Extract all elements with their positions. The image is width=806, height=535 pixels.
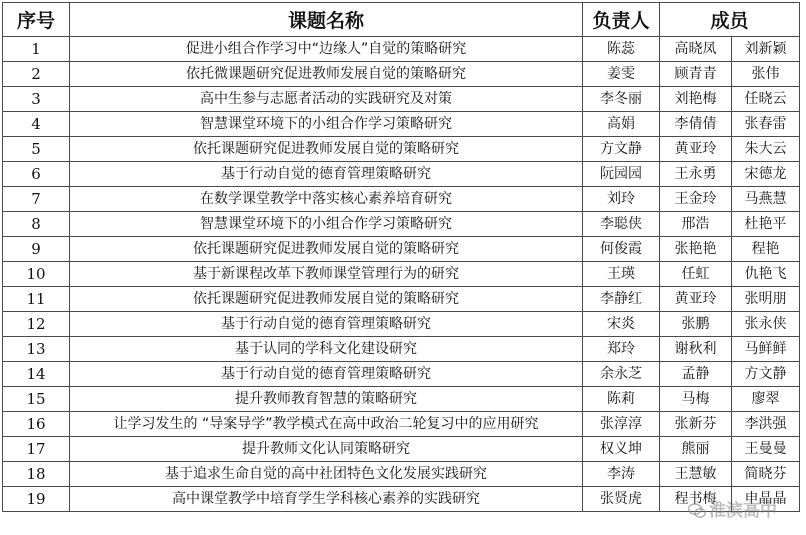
watermark-text: 淮滨高中 [709,501,777,521]
cell-member-1[interactable]: 顾青青 [660,62,732,87]
cell-member-1[interactable]: 刘艳梅 [660,87,732,112]
cell-topic[interactable]: 依托微课题研究促进教师发展自觉的策略研究 [70,62,583,87]
cell-num[interactable]: 19 [3,487,70,512]
cell-num[interactable]: 13 [3,337,70,362]
cell-member-1[interactable]: 李倩倩 [660,112,732,137]
cell-lead[interactable]: 郑玲 [583,337,660,362]
cell-member-1[interactable]: 邢浩 [660,212,732,237]
cell-num[interactable]: 3 [3,87,70,112]
table-row [3,87,800,112]
table-row [3,487,800,512]
cell-member-1[interactable]: 谢秋利 [660,337,732,362]
cell-member-1[interactable]: 熊丽 [660,437,732,462]
cell-topic[interactable]: 基于行动自觉的德育管理策略研究 [70,362,583,387]
table-row [3,412,800,437]
cell-member-2[interactable]: 张春雷 [732,112,800,137]
cell-topic[interactable]: 依托课题研究促进教师发展自觉的策略研究 [70,137,583,162]
header-topic[interactable]: 课题名称 [70,3,583,37]
cell-lead[interactable]: 权义坤 [583,437,660,462]
cell-topic[interactable]: 基于行动自觉的德育管理策略研究 [70,162,583,187]
cell-member-1[interactable]: 高晓凤 [660,37,732,62]
cell-lead[interactable]: 刘玲 [583,187,660,212]
cell-member-1[interactable]: 王慧敏 [660,462,732,487]
table-row [3,262,800,287]
cell-num[interactable]: 15 [3,387,70,412]
spreadsheet [2,2,800,512]
cell-member-2[interactable]: 马燕慧 [732,187,800,212]
cell-num[interactable]: 6 [3,162,70,187]
cell-topic[interactable]: 高中生参与志愿者活动的实践研究及对策 [70,87,583,112]
cell-num[interactable]: 1 [3,37,70,62]
cell-member-1[interactable]: 任虹 [660,262,732,287]
header-members[interactable]: 成员 [660,3,800,37]
cell-member-1[interactable]: 张艳艳 [660,237,732,262]
cell-topic[interactable]: 智慧课堂环境下的小组合作学习策略研究 [70,212,583,237]
cell-topic[interactable]: 提升教师教育智慧的策略研究 [70,387,583,412]
cell-num[interactable]: 10 [3,262,70,287]
cell-num[interactable]: 9 [3,237,70,262]
cell-num[interactable]: 12 [3,312,70,337]
research-topic-table [2,2,800,512]
header-lead[interactable]: 负责人 [583,3,660,37]
cell-member-2[interactable]: 方文静 [732,362,800,387]
cell-num[interactable]: 17 [3,437,70,462]
cell-member-2[interactable]: 仇艳飞 [732,262,800,287]
cell-member-2[interactable]: 张伟 [732,62,800,87]
cell-num[interactable]: 8 [3,212,70,237]
cell-lead[interactable]: 李聪侠 [583,212,660,237]
cell-member-2[interactable]: 李洪强 [732,412,800,437]
table-row [3,112,800,137]
cell-topic[interactable]: 依托课题研究促进教师发展自觉的策略研究 [70,237,583,262]
cell-topic[interactable]: 依托课题研究促进教师发展自觉的策略研究 [70,287,583,312]
cell-num[interactable]: 18 [3,462,70,487]
cell-topic[interactable]: 高中课堂教学中培育学生学科核心素养的实践研究 [70,487,583,512]
cell-member-2[interactable]: 朱大云 [732,137,800,162]
table-row [3,237,800,262]
cell-lead[interactable]: 王瑛 [583,262,660,287]
cell-lead[interactable]: 李冬丽 [583,87,660,112]
cell-member-2[interactable]: 张永侠 [732,312,800,337]
cell-num[interactable]: 16 [3,412,70,437]
cell-member-1[interactable]: 黄亚玲 [660,137,732,162]
cell-member-1[interactable]: 孟静 [660,362,732,387]
cell-member-2[interactable]: 程艳 [732,237,800,262]
cell-num[interactable]: 5 [3,137,70,162]
cell-member-1[interactable]: 张新芬 [660,412,732,437]
table-row [3,337,800,362]
cell-member-2[interactable]: 宋德龙 [732,162,800,187]
header-row [3,3,800,37]
cell-lead[interactable]: 姜雯 [583,62,660,87]
cell-topic[interactable]: 基于追求生命自觉的高中社团特色文化发展实践研究 [70,462,583,487]
cell-lead[interactable]: 高娟 [583,112,660,137]
cell-member-2[interactable]: 简晓芬 [732,462,800,487]
cell-member-2[interactable]: 廖翠 [732,387,800,412]
table-row [3,387,800,412]
cell-lead[interactable]: 余永芝 [583,362,660,387]
table-row [3,137,800,162]
cell-num[interactable]: 4 [3,112,70,137]
cell-topic[interactable]: 让学习发生的 “导案导学”教学模式在高中政治二轮复习中的应用研究 [70,412,583,437]
cell-lead[interactable]: 宋炎 [583,312,660,337]
table-row [3,162,800,187]
table-row [3,437,800,462]
cell-member-2[interactable]: 马鲜鲜 [732,337,800,362]
table-row [3,37,800,62]
cell-member-1[interactable]: 张鹏 [660,312,732,337]
cell-num[interactable]: 11 [3,287,70,312]
table-row [3,362,800,387]
table-row [3,62,800,87]
cell-lead[interactable]: 方文静 [583,137,660,162]
table-row [3,312,800,337]
cell-member-2[interactable]: 申晶晶 [732,487,800,512]
cell-member-1[interactable]: 王金玲 [660,187,732,212]
cell-member-2[interactable]: 王曼曼 [732,437,800,462]
cell-lead[interactable]: 阮园园 [583,162,660,187]
cell-lead[interactable]: 张淳淳 [583,412,660,437]
cell-lead[interactable]: 何俊霞 [583,237,660,262]
cell-topic[interactable]: 促进小组合作学习中“边缘人”自觉的策略研究 [70,37,583,62]
cell-lead[interactable]: 陈莉 [583,387,660,412]
cell-num[interactable]: 14 [3,362,70,387]
cell-member-2[interactable]: 刘新颖 [732,37,800,62]
cell-topic[interactable]: 基于认同的学科文化建设研究 [70,337,583,362]
cell-lead[interactable]: 李静红 [583,287,660,312]
cell-topic[interactable]: 在数学课堂教学中落实核心素养培育研究 [70,187,583,212]
table-row [3,212,800,237]
cell-member-2[interactable]: 任晓云 [732,87,800,112]
header-num[interactable]: 序号 [3,3,70,37]
cell-member-1[interactable]: 马梅 [660,387,732,412]
cell-member-1[interactable]: 王永勇 [660,162,732,187]
cell-lead[interactable]: 张贤虎 [583,487,660,512]
cell-lead[interactable]: 李涛 [583,462,660,487]
cell-member-2[interactable]: 杜艳平 [732,212,800,237]
cell-num[interactable]: 2 [3,62,70,87]
cell-lead[interactable]: 陈蕊 [583,37,660,62]
table-row [3,287,800,312]
cell-topic[interactable]: 智慧课堂环境下的小组合作学习策略研究 [70,112,583,137]
cell-member-2[interactable]: 张明朋 [732,287,800,312]
cell-topic[interactable]: 基于行动自觉的德育管理策略研究 [70,312,583,337]
cell-num[interactable]: 7 [3,187,70,212]
cell-member-1[interactable]: 黄亚玲 [660,287,732,312]
cell-topic[interactable]: 提升教师文化认同策略研究 [70,437,583,462]
cell-topic[interactable]: 基于新课程改革下教师课堂管理行为的研究 [70,262,583,287]
table-row [3,462,800,487]
cell-member-1[interactable]: 程书梅 [660,487,732,512]
table-row [3,187,800,212]
